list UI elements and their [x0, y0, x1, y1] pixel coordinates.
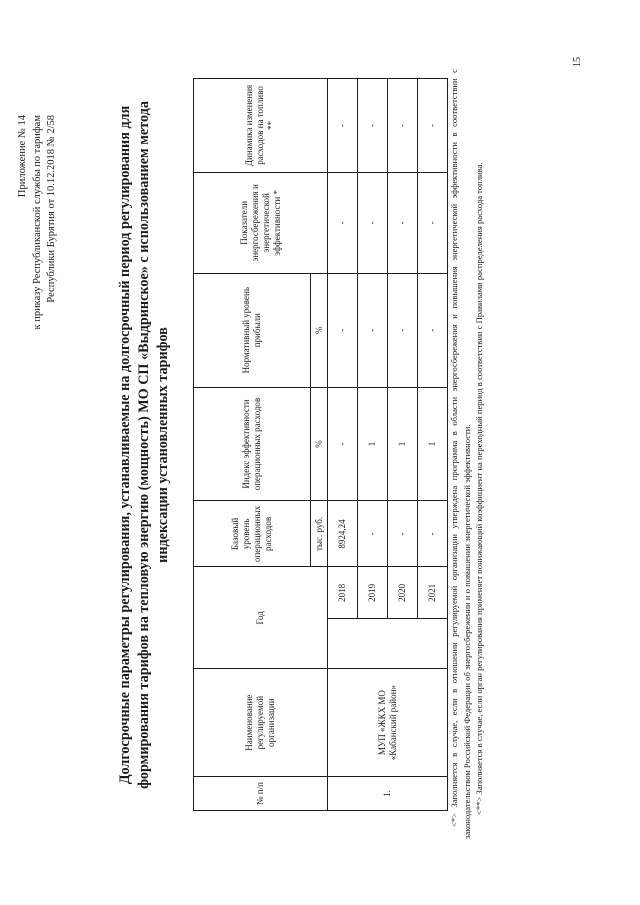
year-cell: 2020 [388, 567, 418, 619]
base-costs-cell: - [358, 501, 388, 567]
unit-profit-level: % [311, 273, 328, 387]
header-base-costs: Базовый уровень операционных расходов [194, 501, 311, 567]
row-number: 1. [328, 777, 448, 811]
year-cell: 2019 [358, 567, 388, 619]
header-fuel-dynamics: Динамика изменения расходов на топливо ** [194, 79, 328, 173]
header-number: № п/п [194, 777, 328, 811]
base-costs-cell: - [388, 501, 418, 567]
table-row [328, 79, 358, 811]
base-costs-cell: 8924,24 [328, 501, 358, 567]
energy-saving-cell: - [388, 172, 418, 273]
unit-base-costs: тыс. руб. [311, 501, 328, 567]
efficiency-index-cell: 1 [358, 387, 388, 501]
energy-saving-cell: - [418, 172, 448, 273]
fuel-dynamics-cell: - [358, 79, 388, 173]
year-spacer-cell [328, 619, 448, 669]
header-organization: Наименование регулируемой организации [194, 669, 328, 777]
efficiency-index-cell: 1 [388, 387, 418, 501]
energy-saving-cell: - [328, 172, 358, 273]
page-number: 15 [572, 57, 583, 67]
appendix-number: Приложение № 14 [17, 115, 28, 198]
efficiency-index-cell: 1 [418, 387, 448, 501]
footnote-fuel-coefficient: <**> Заполняется в случае, если орган регулирования применяет понижающий коэффициент на переходный период в соответствии с Правилами распределения расхода топлива. [474, 162, 484, 815]
fuel-dynamics-cell: - [328, 79, 358, 173]
unit-efficiency-index: % [311, 387, 328, 501]
profit-level-cell: - [418, 273, 448, 387]
fuel-dynamics-cell: - [388, 79, 418, 173]
fuel-dynamics-cell: - [418, 79, 448, 173]
year-cell: 2018 [328, 567, 358, 619]
energy-saving-cell: - [358, 172, 388, 273]
organization-name: МУП «ЖКХ МО «Кабанский район» [328, 669, 448, 777]
footnote-energy-program: <*> Заполняется в случае, если в отношении регулируемой организации утверждена программа в области энергосбережения и повышения энергетической эффективности в соответствии с законодательством Российской Федерации об энергосбережении и о повышении энергетической эффективности. [449, 69, 472, 839]
header-year: Год [194, 567, 328, 669]
profit-level-cell: - [358, 273, 388, 387]
efficiency-index-cell: - [328, 387, 358, 501]
appendix-reference [16, 115, 60, 330]
header-efficiency-index: Индекс эффективности операционных расходов [194, 387, 311, 501]
appendix-order: к приказу Республиканской службы по тарифам [31, 115, 43, 330]
year-cell: 2021 [418, 567, 448, 619]
table-header-row [194, 79, 311, 811]
base-costs-cell: - [418, 501, 448, 567]
header-profit-level: Нормативный уровень прибыли [194, 273, 311, 387]
profit-level-cell: - [388, 273, 418, 387]
profit-level-cell: - [328, 273, 358, 387]
document-title: Долгосрочные параметры регулирования, устанавливаемые на долгосрочный период регулирования для формирования тарифов на тепловую энергию (мощность) МО СП «Выдринское» с использованием метода индексации установленных тарифов [117, 101, 171, 789]
header-energy-saving: Показатели энергосбережения и энергетической эффективности * [194, 172, 328, 273]
parameters-table [193, 78, 448, 811]
appendix-date: Республики Бурятия от 10.12.2018 № 2/58 [46, 115, 57, 303]
footnotes [448, 69, 486, 839]
